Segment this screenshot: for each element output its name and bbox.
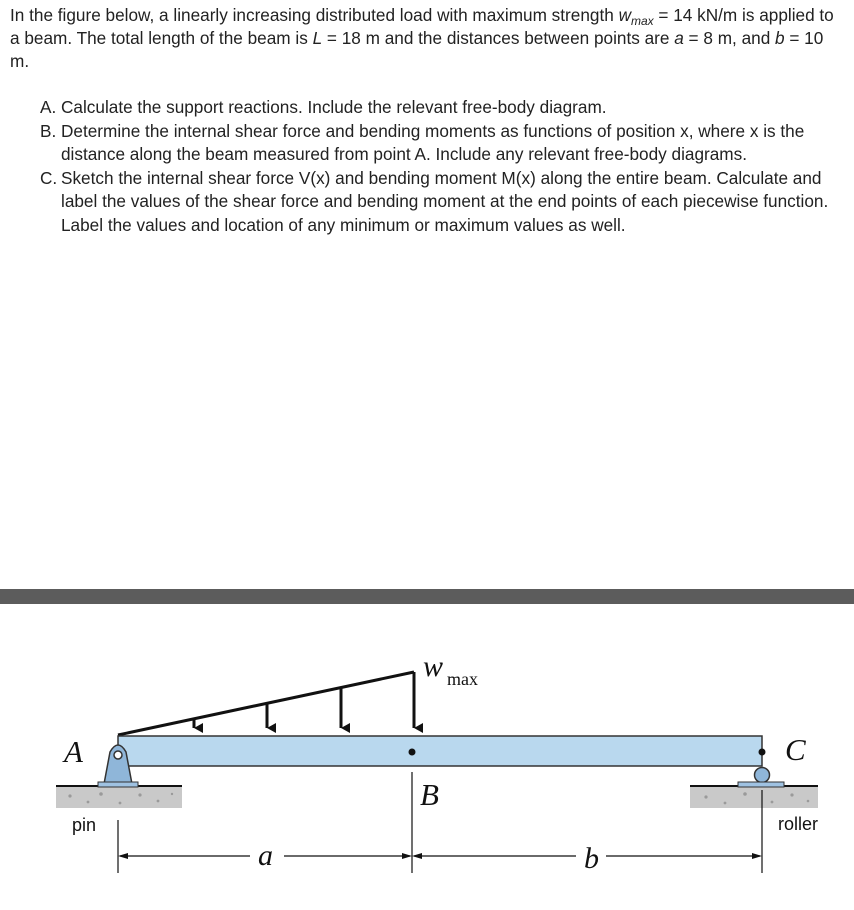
question-part-a xyxy=(40,96,845,120)
point-c-label: C xyxy=(785,732,806,767)
intro-text-1: In the figure below, a linearly increasing distributed load with maximum strength xyxy=(10,5,619,25)
question-part-b xyxy=(40,120,845,167)
pin-icon xyxy=(114,751,122,759)
L-symbol: L xyxy=(312,28,323,48)
dim-b-label: b xyxy=(584,842,599,875)
ground-right xyxy=(690,786,818,808)
pin-base xyxy=(98,782,138,787)
problem-intro xyxy=(10,4,840,73)
beam-diagram xyxy=(0,604,854,910)
part-label: C. xyxy=(40,167,58,188)
section-divider xyxy=(0,589,854,604)
intro-text-4: = 8 m, and xyxy=(683,28,776,48)
roller-base xyxy=(738,782,784,787)
part-label: A. xyxy=(40,97,57,117)
point-b-marker xyxy=(409,749,416,756)
question-part-c xyxy=(40,167,845,238)
w-subscript: max xyxy=(630,14,654,28)
pin-label: pin xyxy=(72,815,97,835)
dim-arrowhead xyxy=(402,853,412,859)
intro-text-3: = 18 m and the distances between points are xyxy=(322,28,675,48)
part-text: Determine the internal shear force and bending moments as functions of position x, where x is the distance along the beam measured from point A. Include any relevant free-body diagrams. xyxy=(61,120,805,164)
roller-icon xyxy=(755,768,770,783)
dim-a-label: a xyxy=(258,839,273,872)
intro-text-2: = 14 kN/m is applied to a beam. The total length of the beam is xyxy=(10,5,834,48)
part-text: Calculate the support reactions. Include the relevant free-body diagram. xyxy=(61,97,607,117)
point-b-label: B xyxy=(420,777,439,812)
point-c-marker xyxy=(759,749,766,756)
roller-label: roller xyxy=(778,814,819,834)
beam xyxy=(118,736,762,766)
load-label: w xyxy=(423,650,444,683)
b-symbol: b xyxy=(775,28,785,48)
dim-arrowhead xyxy=(752,853,762,859)
point-a-label: A xyxy=(64,734,83,769)
dim-arrowhead xyxy=(412,853,422,859)
question-list xyxy=(40,96,845,237)
w-symbol: w xyxy=(618,5,631,25)
a-symbol: a xyxy=(674,28,684,48)
ground-left xyxy=(56,786,182,808)
load-label-subscript: max xyxy=(447,669,478,689)
dim-arrowhead xyxy=(118,853,128,859)
part-text: Sketch the internal shear force V(x) and bending moment M(x) along the entire beam. Calculate and label the values of the shear force and bending moment at the end points of each piecewise function. Label the values and location of any minimum or maximum values as well. xyxy=(61,167,829,235)
part-label: B. xyxy=(40,120,57,141)
intro-text-5: = 10 m. xyxy=(10,28,824,71)
